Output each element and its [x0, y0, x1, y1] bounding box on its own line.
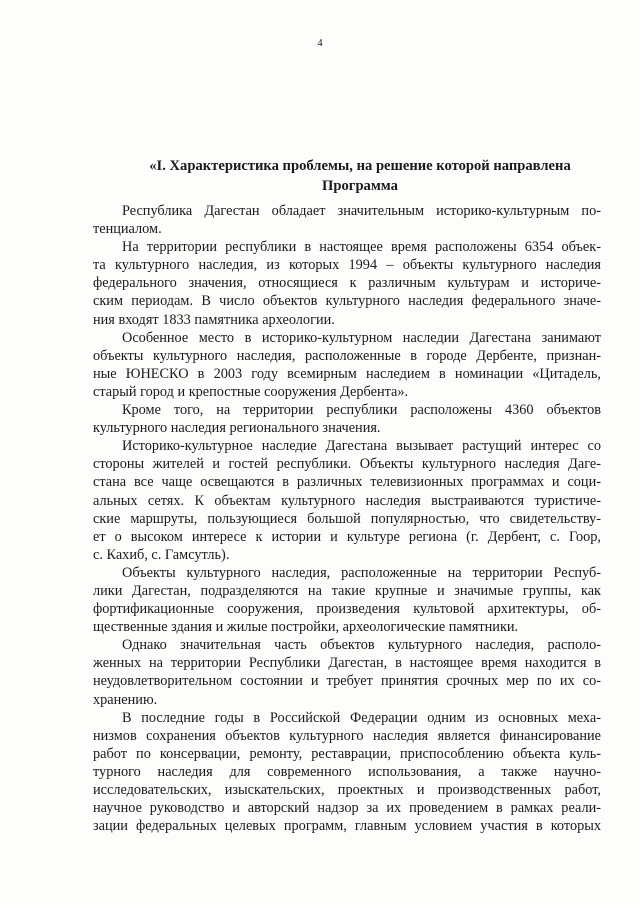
text-line: культурного наследия регионального значения. [93, 420, 381, 437]
text-line: работ по консервации, ремонту, реставрации, приспособлению объекта куль- [93, 745, 601, 762]
text-line: хранению. [93, 691, 158, 708]
text-line: На территории республики в настоящее время расположены 6354 объек- [122, 239, 601, 256]
text-line: стана все чаще освещаются в различных телевизионных программах и соци- [93, 474, 601, 491]
text-line: щественные здания и жилые постройки, археологические памятники. [93, 619, 519, 636]
text-line: тенциалом. [93, 221, 162, 238]
section-heading [100, 156, 620, 196]
text-line: ния входят 1833 памятника археологии. [93, 311, 335, 328]
text-line: ские маршруты, пользующиеся большой популярностью, что свидетельству- [93, 510, 601, 527]
text-line: ским периодам. В число объектов культурного наследия федерального значе- [93, 293, 601, 310]
text-line: В последние годы в Российской Федерации одним из основных меха- [122, 709, 601, 726]
text-line: Кроме того, на территории республики расположены 4360 объектов [122, 402, 601, 419]
text-line: ет о высоком интересе к истории и культуре региона (г. Дербент, с. Гоор, [93, 528, 601, 545]
text-line: низмов сохранения объектов культурного наследия является финансирование [93, 727, 601, 744]
text-line: лики Дагестан, подразделяются на такие крупные и значимые группы, как [93, 582, 601, 599]
text-line: Республика Дагестан обладает значительным историко-культурным по- [122, 203, 601, 219]
text-line: с. Кахиб, с. Гамсутль). [93, 546, 230, 563]
text-line: научное руководство и авторский надзор за их проведением в рамках реали- [93, 800, 601, 817]
text-line: стороны жителей и гостей республики. Объекты культурного наследия Даге- [93, 456, 601, 473]
page-number: 4 [317, 38, 323, 49]
text-line: женных на территории Республики Дагестан, в настоящее время находится в [93, 655, 601, 672]
section-heading-line-2: Программа [322, 178, 398, 194]
text-line: Историко-культурное наследие Дагестана вызывает растущий интерес со [122, 438, 601, 455]
text-line: федерального значения, относящиеся к различным культурам и историче- [93, 275, 601, 292]
text-line: Особенное место в историко-культурном наследии Дагестана занимают [122, 329, 601, 346]
text-line: старый город и крепостные сооружения Дербента». [93, 383, 409, 400]
text-line: исследовательских, изыскательских, проектных и производственных работ, [93, 782, 601, 798]
text-line: Объекты культурного наследия, расположенные на территории Респуб- [122, 564, 601, 581]
text-line: зации федеральных целевых программ, главным условием участия в которых [93, 818, 601, 835]
text-line: фортификационные сооружения, произведения культовой архитектуры, об- [93, 601, 601, 618]
text-line: Однако значительная часть объектов культурного наследия, располо- [122, 637, 601, 654]
text-line: та культурного наследия, из которых 1994 – объекты культурного наследия [93, 257, 601, 274]
text-line: объекты культурного наследия, расположенные в городе Дербенте, признан- [93, 347, 601, 364]
text-line: ные ЮНЕСКО в 2003 году всемирным наследием в номинации «Цитадель, [93, 365, 601, 382]
section-heading-line-1: «I. Характеристика проблемы, на решение которой направлена [149, 158, 571, 174]
text-line: неудовлетворительном состоянии и требует принятия срочных мер по их со- [93, 673, 601, 690]
text-line: альных сетях. К объектам культурного наследия выстраиваются туристиче- [93, 492, 601, 509]
text-line: турного наследия для современного использования, а также научно- [93, 763, 601, 780]
body-text [93, 202, 601, 835]
